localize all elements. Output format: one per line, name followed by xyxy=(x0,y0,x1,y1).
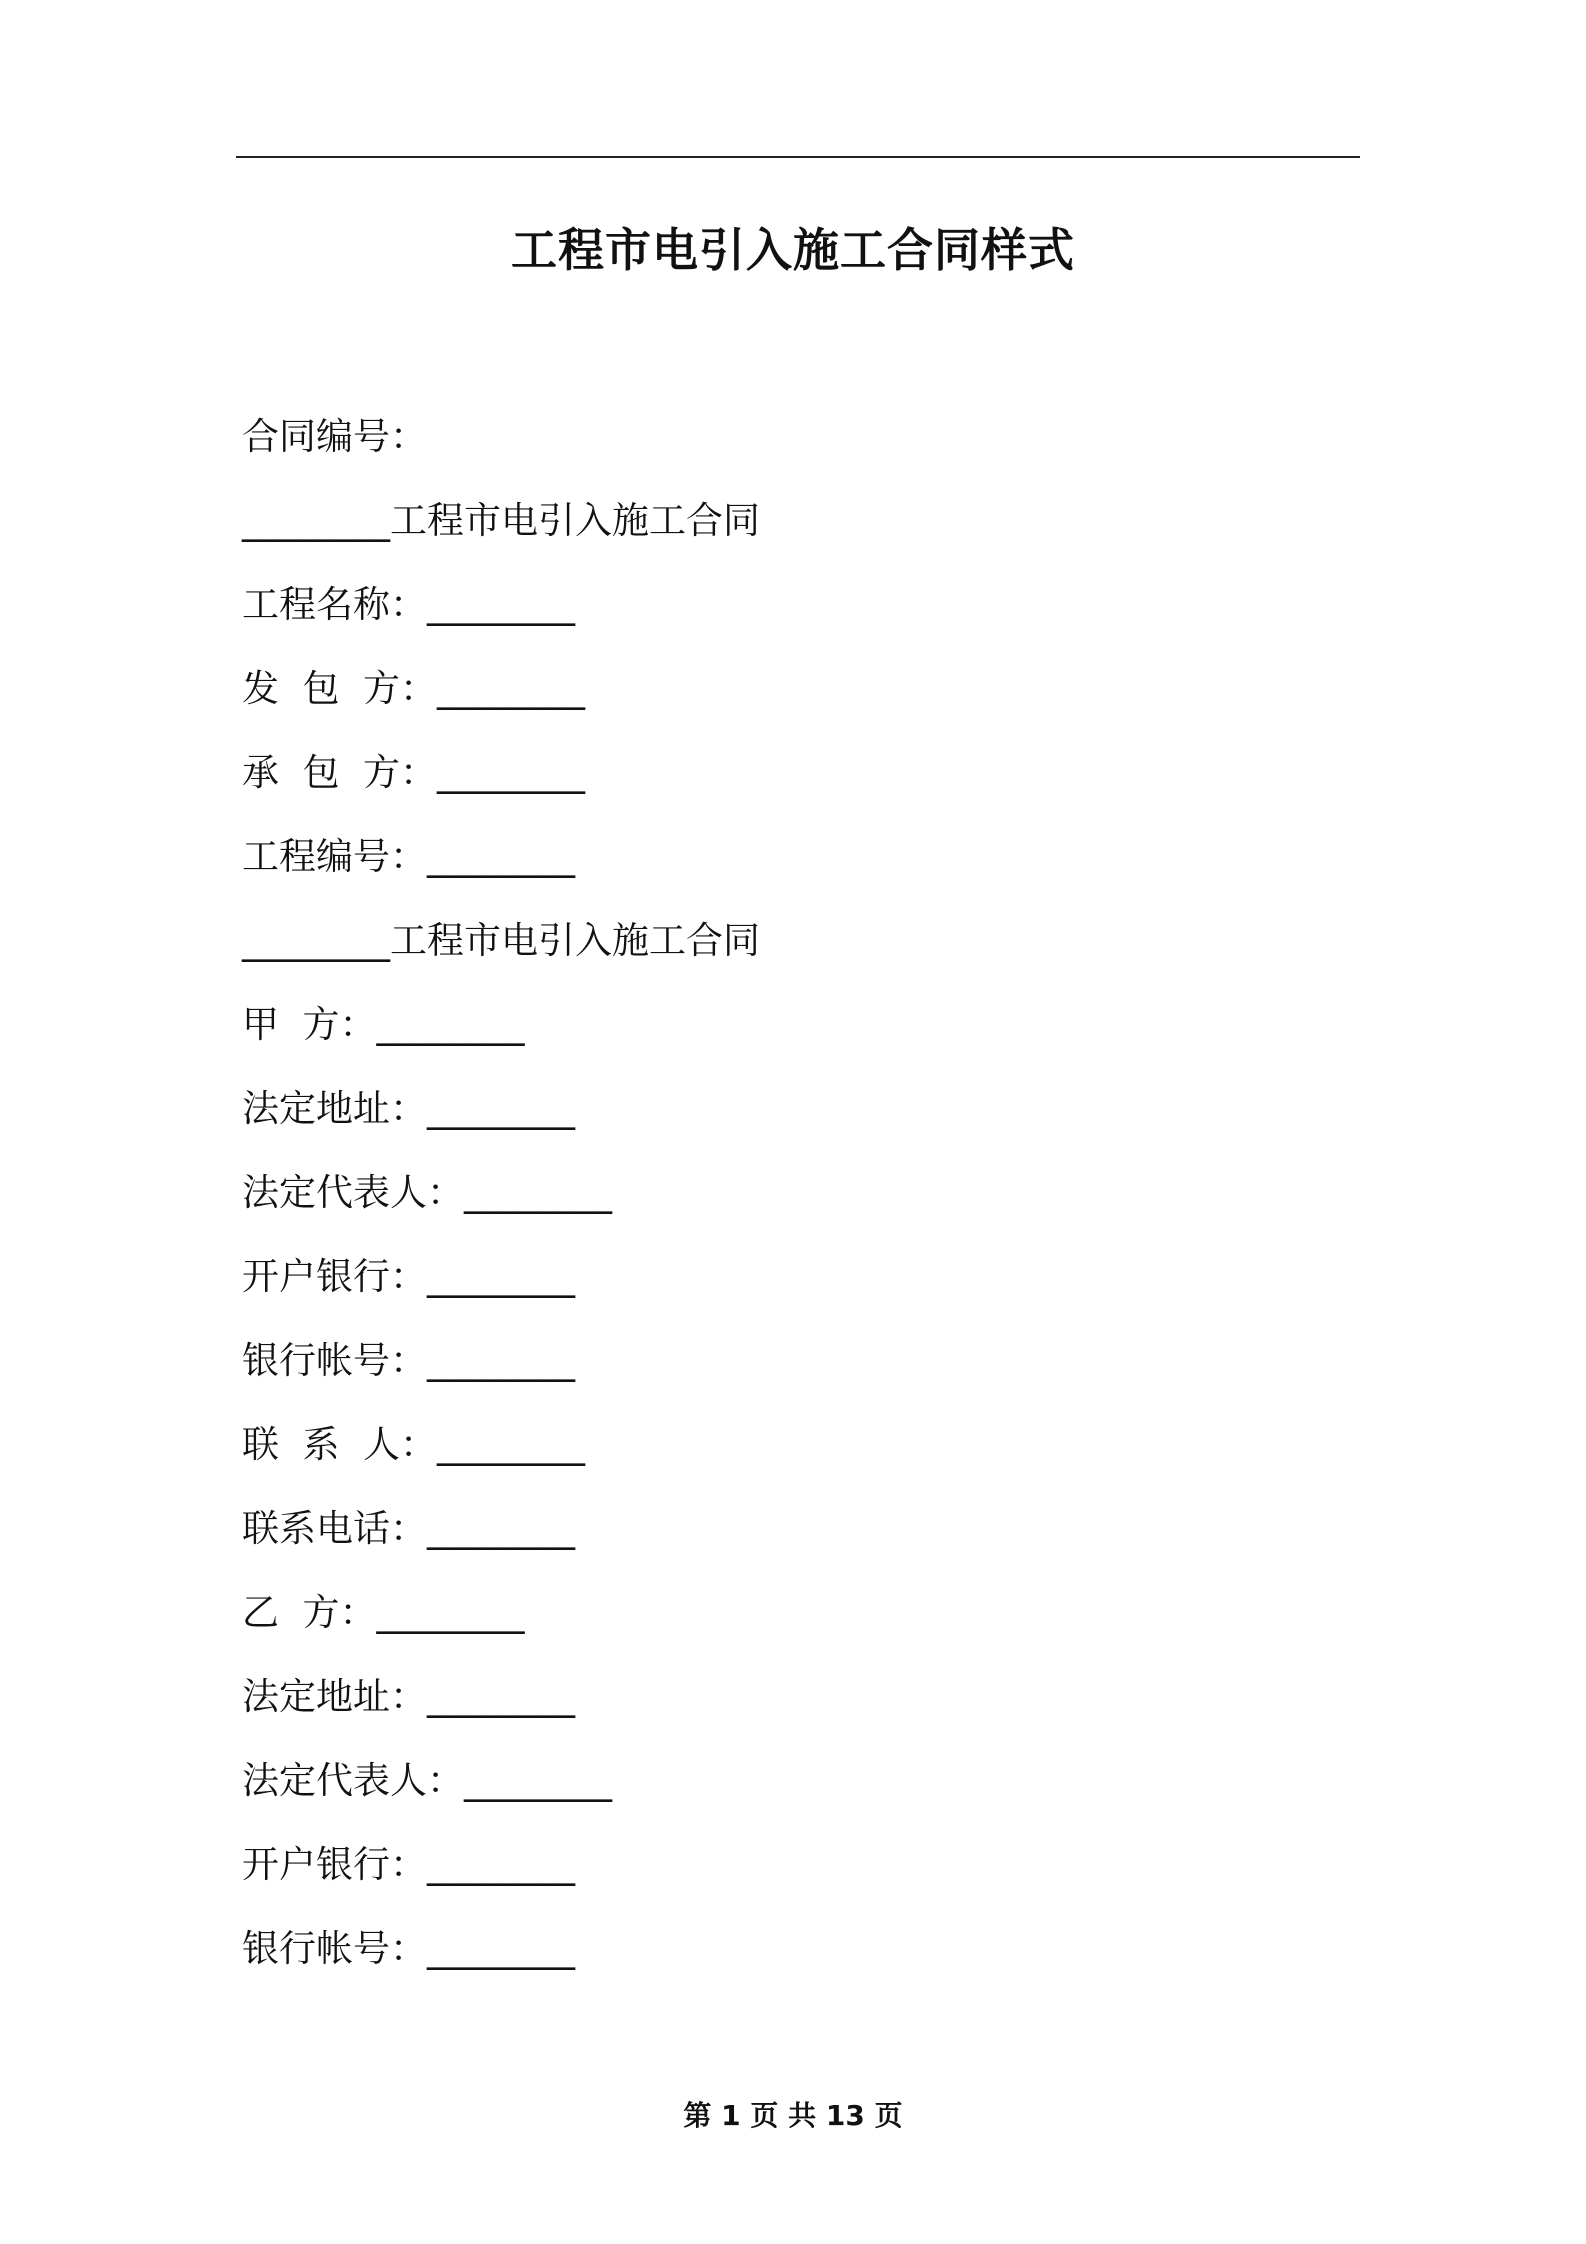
party-a-contact-line: 联 系 人：________ xyxy=(242,1423,586,1466)
party-b-line: 乙 方：________ xyxy=(242,1591,525,1634)
party-a-representative-line: 法定代表人：________ xyxy=(242,1171,612,1214)
contract-heading-line-2: ________工程市电引入施工合同 xyxy=(242,919,760,962)
party-a-address-line: 法定地址：________ xyxy=(242,1087,575,1130)
contract-number-line: 合同编号： xyxy=(242,415,427,458)
employer-line: 发 包 方：________ xyxy=(242,667,586,710)
contract-heading-line: ________工程市电引入施工合同 xyxy=(242,499,760,542)
party-a-phone-line: 联系电话：________ xyxy=(242,1507,575,1550)
page-footer: 第 1 页 共 13 页 xyxy=(683,2099,903,2132)
document-body xyxy=(242,402,1352,1998)
party-b-representative-line: 法定代表人：________ xyxy=(242,1759,612,1802)
party-b-address-line: 法定地址：________ xyxy=(242,1675,575,1718)
party-a-line: 甲 方：________ xyxy=(242,1003,525,1046)
document-title: 工程市电引入施工合同样式 xyxy=(511,223,1075,277)
contractor-line: 承 包 方：________ xyxy=(242,751,586,794)
header-rule xyxy=(236,156,1360,158)
party-a-account-line: 银行帐号：________ xyxy=(242,1339,575,1382)
party-b-bank-line: 开户银行：________ xyxy=(242,1843,575,1886)
project-number-line: 工程编号：________ xyxy=(242,835,575,878)
project-name-line: 工程名称：________ xyxy=(242,583,575,626)
party-b-account-line: 银行帐号：________ xyxy=(242,1927,575,1970)
party-a-bank-line: 开户银行：________ xyxy=(242,1255,575,1298)
